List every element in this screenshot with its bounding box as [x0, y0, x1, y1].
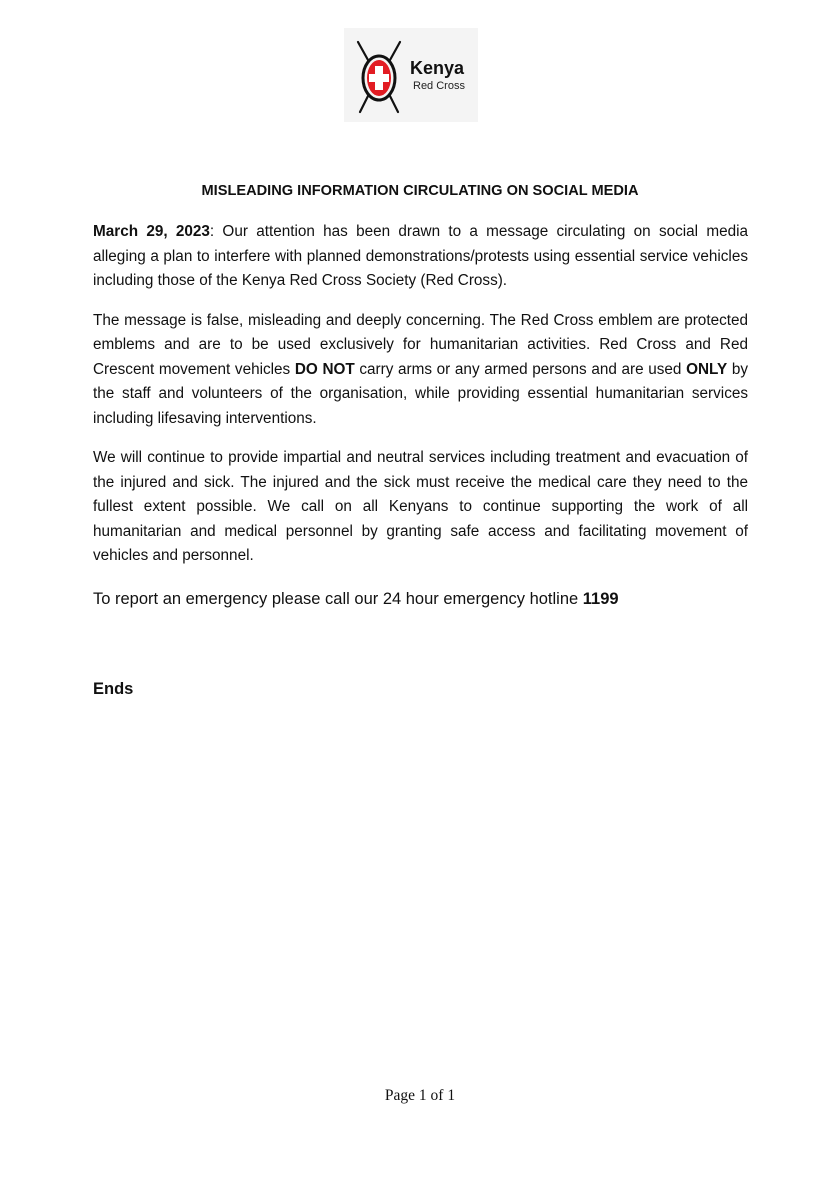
paragraph-2-part-2: carry arms or any armed persons and are used	[354, 360, 687, 378]
press-date: March 29, 2023	[93, 223, 210, 240]
kenya-red-cross-logo	[344, 28, 478, 122]
paragraph-commitment	[93, 446, 748, 569]
paragraph-2-part-1: The message is false, misleading and deeply concerning. The Red Cross emblem are protected emblems and are to be used exclusively for humanitarian activities. Red Cross and Red Crescent movement vehicles	[93, 311, 748, 378]
paragraph-intro	[93, 220, 748, 294]
paragraph-3-text: We will continue to provide impartial and neutral services including treatment and evacuation of the injured and sick. The injured and the sick must receive the medical care they need to the fullest extent possible. We call on all Kenyans to continue supporting the work of all humanitarian and medical personnel by granting safe access and facilitating movement of vehicles and personnel.	[93, 449, 748, 564]
logo-subname: Red Cross	[413, 80, 465, 92]
document-title: MISLEADING INFORMATION CIRCULATING ON SOCIAL MEDIA	[201, 183, 639, 199]
hotline-number: 1199	[582, 589, 619, 608]
kenya-red-cross-shield-icon	[352, 38, 406, 116]
paragraph-intro-text: : Our attention has been drawn to a message circulating on social media alleging a plan to interfere with planned demonstrations/protests using essential service vehicles including those of the Kenya Red Cross Society (Red Cross).	[93, 223, 748, 289]
emphasis-do-not: DO NOT	[294, 360, 355, 378]
hotline-text: To report an emergency please call our 24 hour emergency hotline	[93, 589, 583, 608]
logo-name: Kenya	[410, 58, 465, 78]
page-footer: Page 1 of 1	[384, 1087, 456, 1104]
paragraph-false-message	[93, 309, 748, 432]
paragraph-2-part-3: by the staff and volunteers of the organisation, while providing essential humanitarian services including lifesaving interventions.	[93, 360, 748, 427]
document-body	[93, 220, 748, 611]
ends-label: Ends	[93, 680, 134, 698]
emphasis-only: ONLY	[686, 360, 728, 378]
hotline-line	[93, 587, 748, 611]
